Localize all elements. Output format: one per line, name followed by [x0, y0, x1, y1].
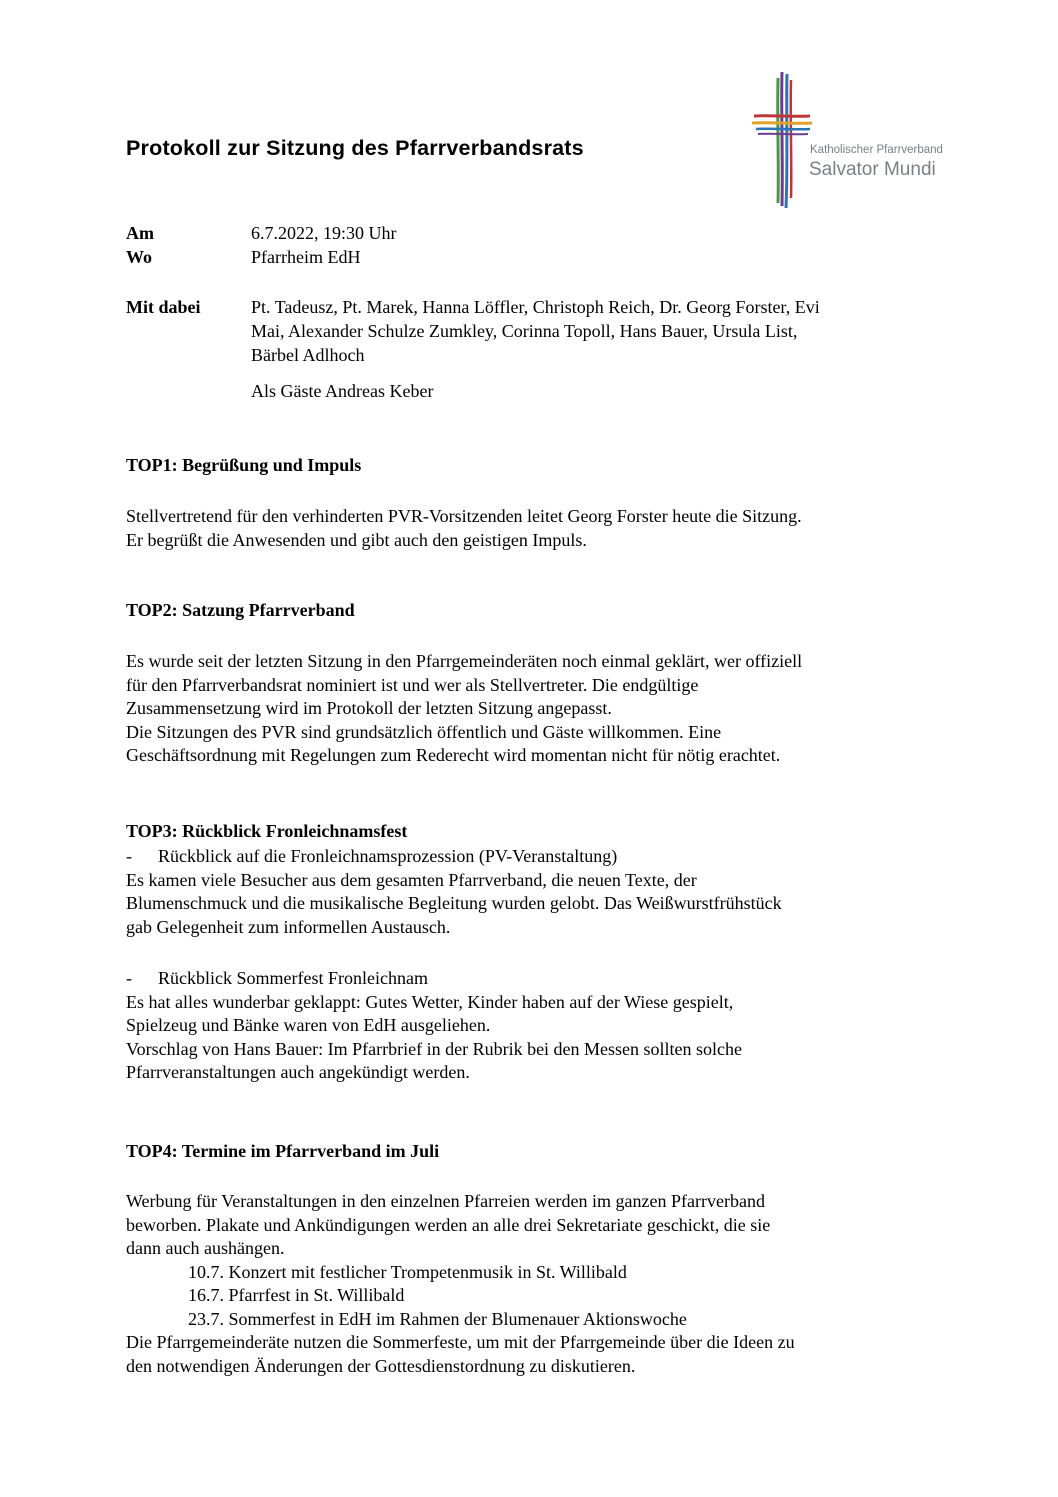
parish-logo	[752, 68, 962, 210]
wo-label: Wo	[126, 247, 153, 267]
cross-logo-icon	[752, 68, 812, 210]
text-line: für den Pfarrverbandsrat nominiert ist und wer als Stellvertreter. Die endgültige	[126, 674, 699, 695]
logo-text-line2: Salvator Mundi	[809, 159, 936, 180]
page-title: Protokoll zur Sitzung des Pfarrverbandsrats	[126, 136, 584, 160]
text-line: Die Sitzungen des PVR sind grundsätzlich öffentlich und Gäste willkommen. Eine	[126, 721, 722, 742]
text-line: Vorschlag von Hans Bauer: Im Pfarrbrief in der Rubrik bei den Messen sollten solche	[126, 1038, 743, 1059]
text-line: Blumenschmuck und die musikalische Begleitung wurden gelobt. Das Weißwurstfrühstück	[126, 893, 782, 913]
text-line: beworben. Plakate und Ankündigungen werden an alle drei Sekretariate geschickt, die sie	[126, 1214, 771, 1235]
top2-paragraph	[126, 650, 802, 768]
top1-paragraph	[126, 505, 802, 552]
bullet-item	[126, 967, 742, 991]
event-item: 16.7. Pfarrfest in St. Willibald	[188, 1285, 405, 1305]
text-line: Pfarrveranstaltungen auch angekündigt werden.	[126, 1062, 470, 1082]
top2-heading: TOP2: Satzung Pfarrverband	[126, 600, 355, 620]
text-line: gab Gelegenheit zum informellen Austausch.	[126, 916, 451, 937]
top3-section-2	[126, 967, 742, 1085]
text-line: Er begrüßt die Anwesenden und gibt auch den geistigen Impuls.	[126, 529, 587, 550]
top3-heading: TOP3: Rückblick Fronleichnamsfest	[126, 821, 408, 841]
text-line: dann auch aushängen.	[126, 1238, 285, 1258]
event-item: 10.7. Konzert mit festlicher Trompetenmusik in St. Willibald	[188, 1261, 627, 1282]
top4-heading: TOP4: Termine im Pfarrverband im Juli	[126, 1141, 440, 1161]
text-line: Es wurde seit der letzten Sitzung in den Pfarrgemeinderäten noch einmal geklärt, wer offiziell	[126, 651, 803, 671]
text-line: Werbung für Veranstaltungen in den einzelnen Pfarreien werden im ganzen Pfarrverband	[126, 1191, 765, 1211]
text-line: Spielzeug und Bänke waren von EdH ausgeliehen.	[126, 1015, 491, 1035]
text-line: Es kamen viele Besucher aus dem gesamten Pfarrverband, die neuen Texte, der	[126, 869, 697, 890]
event-item: 23.7. Sommerfest in EdH im Rahmen der Blumenauer Aktionswoche	[188, 1308, 687, 1329]
text-line: Die Pfarrgemeinderäte nutzen die Sommerfeste, um mit der Pfarrgemeinde über die Ideen zu	[126, 1332, 795, 1352]
mitdabei-line: Pt. Tadeusz, Pt. Marek, Hanna Löffler, Christoph Reich, Dr. Georg Forster, Evi	[251, 297, 820, 317]
wo-value: Pfarrheim EdH	[251, 247, 361, 267]
text-line: Stellvertretend für den verhinderten PVR-Vorsitzenden leitet Georg Forster heute die Sitzung.	[126, 506, 802, 526]
logo-text-line1: Katholischer Pfarrverband	[810, 144, 943, 156]
text-line: Es hat alles wunderbar geklappt: Gutes Wetter, Kinder haben auf der Wiese gespielt,	[126, 991, 734, 1012]
text-line: den notwendigen Änderungen der Gottesdienstordnung zu diskutieren.	[126, 1355, 636, 1376]
bullet-item	[126, 845, 782, 869]
dash-bullet: -	[126, 968, 132, 988]
bullet-text: Rückblick Sommerfest Fronleichnam	[158, 968, 428, 988]
text-line: Geschäftsordnung mit Regelungen zum Rederecht wird momentan nicht für nötig erachtet.	[126, 745, 781, 765]
top3-section	[126, 845, 782, 939]
mitdabei-label: Mit dabei	[126, 297, 201, 317]
mitdabei-line: Bärbel Adlhoch	[251, 345, 365, 365]
am-value: 6.7.2022, 19:30 Uhr	[251, 223, 397, 243]
text-line: Zusammensetzung wird im Protokoll der letzten Sitzung angepasst.	[126, 698, 612, 718]
bullet-text: Rückblick auf die Fronleichnamsprozession (PV-Veranstaltung)	[158, 846, 618, 866]
am-label: Am	[126, 223, 154, 243]
top1-heading: TOP1: Begrüßung und Impuls	[126, 455, 362, 475]
mitdabei-line: Mai, Alexander Schulze Zumkley, Corinna Topoll, Hans Bauer, Ursula List,	[251, 321, 798, 341]
top4-paragraph	[126, 1190, 795, 1378]
dash-bullet: -	[126, 846, 132, 866]
guests-line: Als Gäste Andreas Keber	[251, 381, 434, 401]
